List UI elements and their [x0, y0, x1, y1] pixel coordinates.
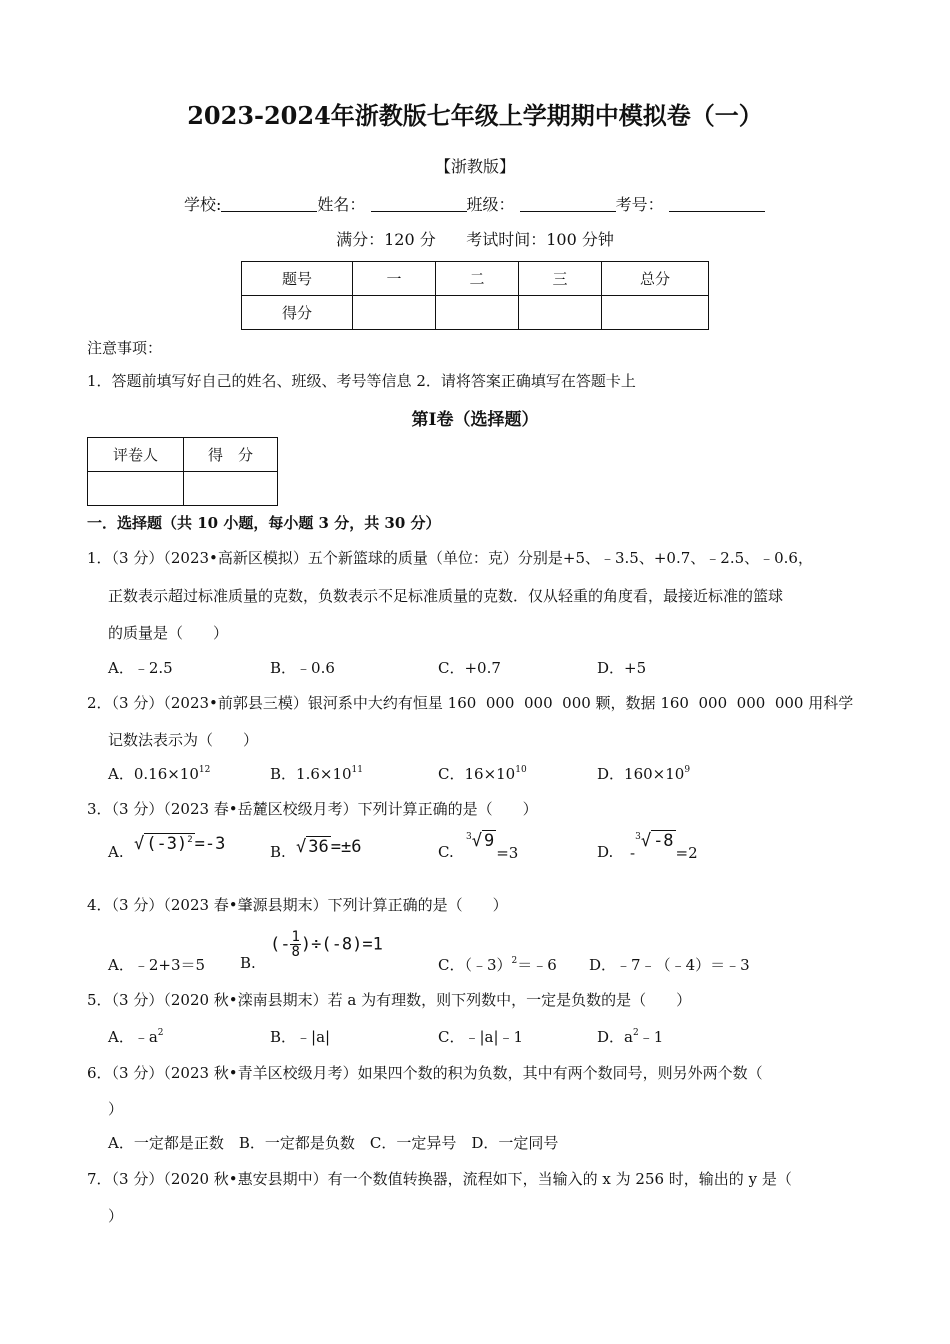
- q3-option-d[interactable]: D.: [597, 843, 614, 861]
- q5-option-d-exp: 2: [632, 1028, 639, 1038]
- question-2-line-2: 记数法表示为（ ）: [108, 731, 259, 749]
- q5-option-a[interactable]: [108, 1026, 164, 1047]
- score-table-cell: 二: [436, 262, 519, 296]
- q2-option-d[interactable]: [597, 763, 690, 784]
- exam-meta: 满分：120 分 考试时间：100 分钟: [336, 230, 614, 249]
- q3-expr-d-sign: -: [630, 844, 636, 862]
- q4-option-a[interactable]: A．﹣2+3＝5: [108, 956, 206, 974]
- grader-input-cell[interactable]: [184, 472, 278, 506]
- question-7-line-1: 7．（3 分）（2020 秋•惠安县期中）有一个数值转换器，流程如下，当输入的 x 为 256 时，输出的 y 是（: [87, 1170, 792, 1188]
- score-input-cell[interactable]: [602, 296, 709, 330]
- q4-expr-b-denominator: 8: [291, 944, 300, 960]
- q4-option-c-exp: 2: [511, 956, 518, 966]
- question-6-line-1: 6．（3 分）（2023 秋•青羊区校级月考）如果四个数的积为负数，其中有两个数同号，则另外两个数（: [87, 1064, 763, 1082]
- question-1-line-2: 正数表示超过标准质量的克数，负数表示不足标准质量的克数．仅从轻重的角度看，最接近标准的篮球: [108, 587, 784, 605]
- q2-option-b[interactable]: [270, 763, 363, 784]
- exam-number-blank[interactable]: [669, 197, 765, 212]
- q3-option-b[interactable]: B.: [270, 843, 286, 861]
- score-table-header-row: [242, 262, 709, 296]
- score-input-cell[interactable]: [436, 296, 519, 330]
- name-label: 姓名：: [317, 195, 366, 214]
- exam-number-label: 考号：: [615, 195, 664, 214]
- q3-expr-a-exp: 2: [187, 835, 193, 845]
- q4-expr-b: (- $\frac{1}{8}$ )÷(-8)=1: [270, 929, 383, 960]
- class-label: 班级：: [466, 195, 515, 214]
- q5-option-d-rest: ﹣1: [638, 1028, 664, 1046]
- grader-table-input-row: [88, 472, 278, 506]
- q2-option-a[interactable]: [108, 763, 210, 784]
- q2-option-c-label: C．16×10: [438, 765, 516, 783]
- question-3-line-1: 3．（3 分）（2023 春•岳麓区校级月考）下列计算正确的是（ ）: [87, 800, 538, 818]
- q2-option-a-exp: 12: [198, 765, 211, 775]
- student-info-line: [184, 192, 765, 215]
- score-table: [241, 261, 709, 330]
- q3-expr-a-radicand: (-3): [146, 834, 188, 854]
- q3-option-a[interactable]: A.: [108, 843, 124, 861]
- q2-option-d-label: D．160×10: [597, 765, 685, 783]
- q3-expr-c: $^3$√ 9=3: [466, 831, 519, 862]
- q3-expr-d-result: =2: [675, 844, 698, 862]
- score-table-score-row: [242, 296, 709, 330]
- notes-text: 1．答题前填写好自己的姓名、班级、考号等信息 2．请将答案正确填写在答题卡上: [87, 372, 636, 390]
- class-blank[interactable]: [520, 197, 616, 212]
- q3-expr-d-index: 3: [635, 832, 641, 842]
- q1-option-b[interactable]: B．﹣0.6: [270, 659, 335, 677]
- question-4-line-1: 4．（3 分）（2023 春•肇源县期末）下列计算正确的是（ ）: [87, 896, 508, 914]
- question-7-line-2: ）: [108, 1207, 124, 1225]
- question-2-line-1: 2．（3 分）（2023•前郭县三模）银河系中大约有恒星 160 000 000 000 颗，数据 160 000 000 000 用科学: [87, 694, 854, 712]
- q5-option-b[interactable]: B．﹣|a|: [270, 1028, 331, 1046]
- q3-expr-b-result: =±6: [330, 837, 362, 857]
- question-6-line-2: ）: [108, 1100, 124, 1118]
- q3-expr-c-index: 3: [466, 832, 472, 842]
- part-title: 第Ⅰ卷（选择题）: [411, 410, 539, 430]
- edition-label: 【浙教版】: [434, 157, 515, 176]
- name-blank[interactable]: [371, 197, 467, 212]
- grader-input-cell[interactable]: [88, 472, 184, 506]
- exam-title: 2023-2024年浙教版七年级上学期期中模拟卷（一）: [187, 101, 763, 130]
- q3-expr-a-result: =-3: [194, 834, 226, 854]
- section-heading: 一．选择题（共 10 小题，每小题 3 分，共 30 分）: [87, 514, 441, 532]
- school-label: 学校:: [184, 195, 222, 214]
- q5-option-a-exp: 2: [157, 1028, 164, 1038]
- q3-expr-d-radicand: -8: [653, 831, 674, 851]
- q4-expr-b-rest: ÷(-8)=1: [311, 934, 383, 955]
- score-input-cell[interactable]: [353, 296, 436, 330]
- q2-option-a-label: A．0.16×10: [108, 765, 199, 783]
- grader-table: [87, 437, 278, 506]
- q3-expr-c-result: =3: [496, 844, 519, 862]
- grader-table-cell: 得 分: [184, 438, 278, 472]
- q3-expr-b-radicand: 36: [308, 837, 329, 857]
- question-1-line-3: 的质量是（ ）: [108, 624, 229, 642]
- q1-option-a[interactable]: A．﹣2.5: [108, 659, 173, 677]
- grader-table-header-row: [88, 438, 278, 472]
- q3-expr-c-radicand: 9: [483, 831, 495, 851]
- q1-option-d[interactable]: D．+5: [597, 659, 647, 677]
- question-1-line-1: 1．（3 分）（2023•高新区模拟）五个新篮球的质量（单位：克）分别是+5、﹣3.5、+0.7、﹣2.5、﹣0.6，: [87, 549, 813, 567]
- question-5-line-1: 5．（3 分）（2020 秋•滦南县期末）若 a 为有理数，则下列数中，一定是负数的是（ ）: [87, 991, 692, 1009]
- q5-option-d[interactable]: [597, 1026, 663, 1047]
- q3-expr-a: √ $(-3)^2 =-3$: [134, 834, 226, 854]
- q5-option-a-label: A．﹣a: [108, 1028, 158, 1046]
- q5-option-d-label: D．a: [597, 1028, 633, 1046]
- q3-expr-d: -$^3$√ -8=2: [630, 831, 698, 862]
- q3-expr-b: √ 36 =±6: [296, 837, 362, 857]
- grader-table-cell: 评卷人: [88, 438, 184, 472]
- q2-option-b-label: B．1.6×10: [270, 765, 352, 783]
- q4-expr-b-fraction: [290, 930, 300, 959]
- score-table-cell: 得分: [242, 296, 353, 330]
- q4-option-c-label: C．（﹣3）: [438, 956, 512, 974]
- q5-option-c[interactable]: C．﹣|a|﹣1: [438, 1028, 524, 1046]
- q6-options[interactable]: A．一定都是正数 B．一定都是负数 C．一定异号 D．一定同号: [108, 1134, 559, 1152]
- q4-option-b[interactable]: B.: [240, 954, 256, 972]
- score-table-cell: 一: [353, 262, 436, 296]
- q3-option-c[interactable]: C.: [438, 843, 454, 861]
- score-table-cell: 总分: [602, 262, 709, 296]
- q2-option-c[interactable]: [438, 763, 527, 784]
- school-blank[interactable]: [221, 197, 317, 212]
- q4-option-c-result: ＝﹣6: [517, 956, 557, 974]
- score-table-cell: 三: [519, 262, 602, 296]
- score-table-cell: 题号: [242, 262, 353, 296]
- notes-heading: 注意事项：: [87, 339, 163, 357]
- q2-option-d-exp: 9: [684, 765, 691, 775]
- q4-expr-b-numerator: 1: [291, 929, 300, 945]
- q2-option-b-exp: 11: [351, 765, 363, 775]
- q4-option-c[interactable]: [438, 954, 557, 975]
- q1-option-c[interactable]: C．+0.7: [438, 659, 501, 677]
- score-input-cell[interactable]: [519, 296, 602, 330]
- q4-option-d[interactable]: D．﹣7﹣（﹣4）＝﹣3: [589, 956, 750, 974]
- q2-option-c-exp: 10: [515, 765, 527, 775]
